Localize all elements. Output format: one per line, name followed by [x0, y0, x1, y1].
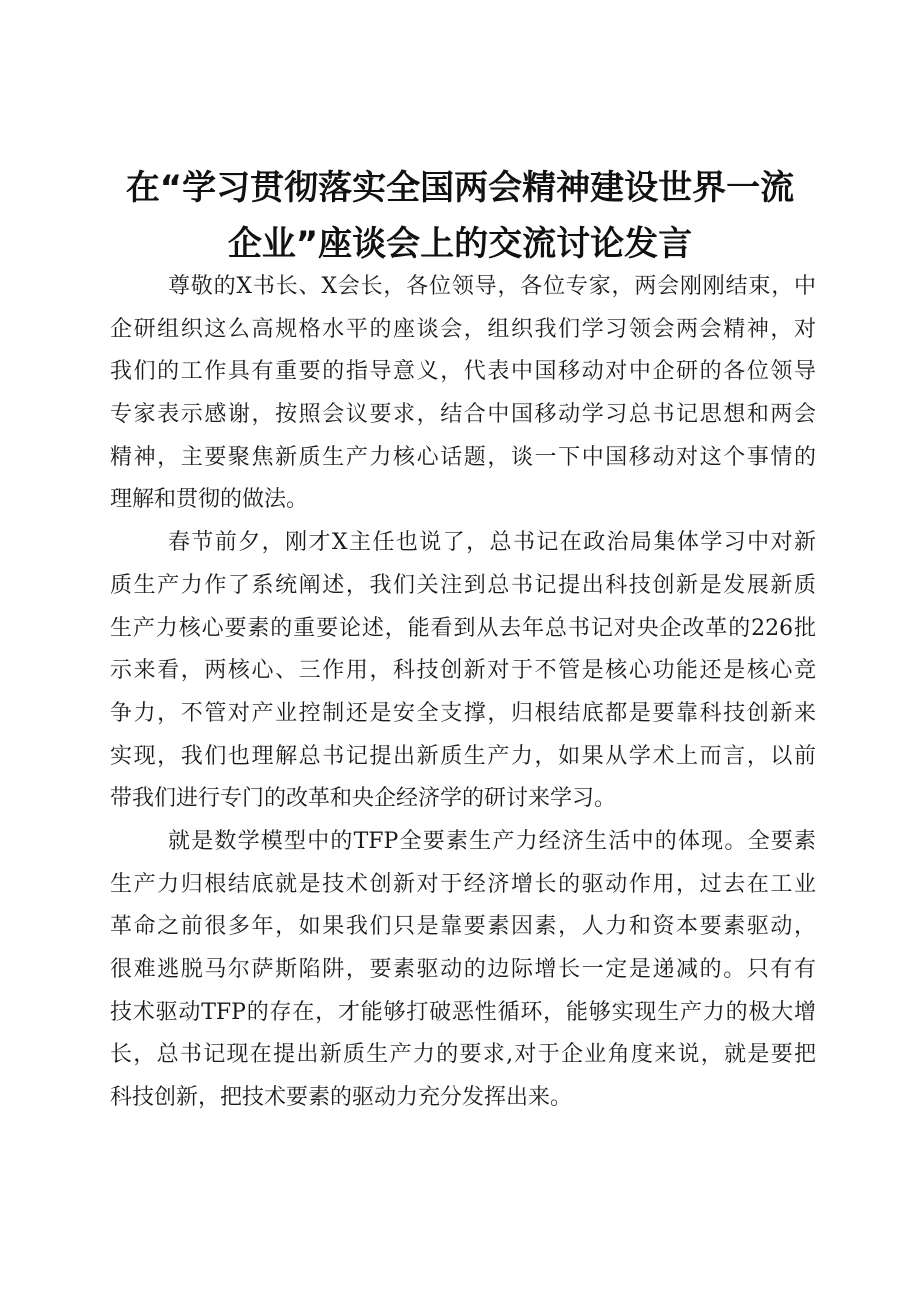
title-line-2: 企业”座谈会上的交流讨论发言 — [227, 224, 693, 264]
paragraph-line: 争力，不管对产业控制还是安全支撑，归根结底都是要靠科技创新来 — [110, 700, 816, 726]
paragraph-line: 专家表示感谢，按照会议要求，结合中国移动学习总书记思想和两会 — [110, 402, 816, 428]
paragraph-2 — [110, 522, 816, 821]
paragraph-line: 技术驱动TFP的存在，才能够打破恶性循环，能够实现生产力的极大增 — [110, 999, 816, 1025]
title-line-1: 在“学习贯彻落实全国两会精神建设世界一流 — [125, 168, 795, 208]
paragraph-line: 长，总书记现在提出新质生产力的要求,对于企业角度来说，就是要把 — [110, 1042, 816, 1068]
paragraph-line: 示来看，两核心、三作用，科技创新对于不管是核心功能还是核心竞 — [110, 658, 816, 684]
paragraph-line: 科技创新，把技术要素的驱动力充分发挥出来。 — [110, 1085, 573, 1111]
paragraph-line: 我们的工作具有重要的指导意义，代表中国移动对中企研的各位领导 — [110, 359, 816, 385]
document-title — [100, 160, 820, 272]
paragraph-line: 生产力归根结底就是技术创新对于经济增长的驱动作用，过去在工业 — [110, 871, 816, 897]
paragraph-line: 实现，我们也理解总书记提出新质生产力，如果从学术上而言，以前 — [110, 743, 816, 769]
paragraph-line: 就是数学模型中的TFP全要素生产力经济生活中的体现。全要素 — [168, 828, 816, 854]
paragraph-line: 春节前夕，刚才X主任也说了，总书记在政治局集体学习中对新 — [168, 530, 816, 556]
paragraph-line: 企研组织这么高规格水平的座谈会，组织我们学习领会两会精神，对 — [110, 316, 816, 342]
document-body — [110, 266, 816, 1120]
paragraph-1 — [110, 266, 816, 522]
paragraph-line: 理解和贯彻的做法。 — [110, 487, 309, 513]
paragraph-line: 很难逃脱马尔萨斯陷阱，要素驱动的边际增长一定是递减的。只有有 — [110, 957, 816, 982]
paragraph-line: 带我们进行专门的改革和央企经济学的研讨来学习。 — [110, 786, 617, 812]
paragraph-line: 质生产力作了系统阐述，我们关注到总书记提出科技创新是发展新质 — [110, 572, 816, 598]
paragraph-line: 革命之前很多年，如果我们只是靠要素因素，人力和资本要素驱动， — [110, 914, 816, 940]
paragraph-line: 精神，主要聚焦新质生产力核心话题，谈一下中国移动对这个事情的 — [110, 444, 816, 470]
paragraph-3 — [110, 821, 816, 1120]
paragraph-line: 尊敬的X书长、X会长，各位领导，各位专家，两会刚刚结束，中 — [168, 274, 816, 299]
paragraph-line: 生产力核心要素的重要论述，能看到从去年总书记对央企改革的226批 — [110, 615, 816, 641]
